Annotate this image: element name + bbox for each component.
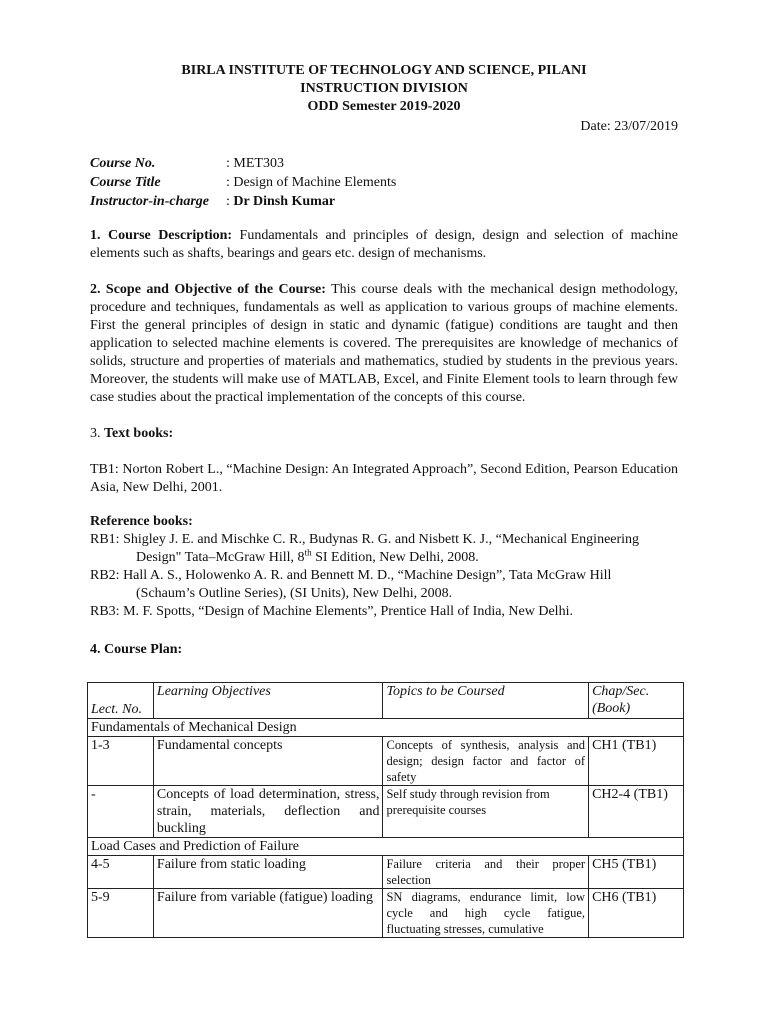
rb1-superscript: th [304,547,312,558]
row-lect: 5-9 [88,889,154,938]
header-chap [589,683,684,719]
rb1-line1: RB1: Shigley J. E. and Mischke C. R., Budynas R. G. and Nisbett K. J., “Mechanical Engineering [90,532,640,547]
header-lect: Lect. No. [88,683,154,719]
section-row [88,719,684,737]
table-row [88,889,684,938]
course-title-value: : Design of Machine Elements [226,175,397,190]
header-topics: Topics to be Coursed [383,683,589,719]
section-row [88,838,684,856]
institute-name: BIRLA INSTITUTE OF TECHNOLOGY AND SCIENCE, PILANI [181,63,587,78]
textbooks-number: 3. [90,426,104,441]
course-title-row [90,173,678,192]
instructor-label: Instructor-in-charge [90,194,210,209]
instructor-value-wrap [226,192,335,211]
rb2-line1: RB2: Hall A. S., Holowenko A. R. and Bennett M. D., “Machine Design”, Tata McGraw Hill [90,568,612,583]
textbooks-heading-line [90,425,678,443]
rb1-part-c: SI Edition, New Delhi, 2008. [311,550,479,565]
table-row [88,856,684,889]
course-no-label: Course No. [90,156,156,171]
row-objective: Fundamental concepts [153,737,383,786]
row-topics: Failure criteria and their proper selection [383,856,589,889]
row-chap: CH5 (TB1) [589,856,684,889]
row-objective: Failure from variable (fatigue) loading [153,889,383,938]
course-meta [90,154,678,211]
document-header [90,62,678,116]
rb1-line2 [90,549,678,567]
row-topics: Concepts of synthesis, analysis and design; design factor and factor of safety [383,737,589,786]
description-heading: 1. Course Description: [90,228,233,243]
row-chap: CH6 (TB1) [589,889,684,938]
instructor-colon: : [226,194,234,209]
table-row [88,737,684,786]
document-page [90,62,678,659]
row-chap: CH2-4 (TB1) [589,786,684,838]
section-fundamentals: Fundamentals of Mechanical Design [88,719,684,737]
scope-heading: 2. Scope and Objective of the Course: [90,282,326,297]
course-title-label: Course Title [90,175,161,190]
course-no-value: : MET303 [226,156,284,171]
reference-rb1 [90,531,678,567]
references-heading: Reference books: [90,514,193,529]
semester: ODD Semester 2019-2020 [307,99,461,114]
course-plan-heading: 4. Course Plan: [90,642,183,657]
header-chap-line1: Chap/Sec. [592,684,650,699]
reference-rb2 [90,567,678,603]
header-chap-line2: (Book) [592,701,631,716]
row-topics: Self study through revision from prerequisite courses [383,786,589,838]
rb1-part-b: Design" Tata–McGraw Hill, 8 [136,550,305,565]
row-lect: 4-5 [88,856,154,889]
row-chap: CH1 (TB1) [589,737,684,786]
section-load-cases: Load Cases and Prediction of Failure [88,838,684,856]
reference-rb3: RB3: M. F. Spotts, “Design of Machine Elements”, Prentice Hall of India, New Delhi. [90,604,573,619]
course-plan-table [87,682,684,938]
textbook-tb1: TB1: Norton Robert L., “Machine Design: An Integrated Approach”, Second Edition, Pearson Education Asia, New Delhi, 2001. [90,462,678,495]
table-row [88,786,684,838]
header-objectives: Learning Objectives [153,683,383,719]
row-objective: Concepts of load determination, stress, strain, materials, deflection and buckling [153,786,383,838]
rb2-line2: (Schaum’s Outline Series), (SI Units), New Delhi, 2008. [136,586,453,601]
instructor-name: Dr Dinsh Kumar [233,194,336,209]
reference-books [90,513,678,621]
row-objective: Failure from static loading [153,856,383,889]
instructor-row [90,192,678,211]
course-description [90,227,678,263]
table-header-row [88,683,684,719]
document-date: Date: 23/07/2019 [580,119,678,134]
row-topics: SN diagrams, endurance limit, low cycle and high cycle fatigue, fluctuating stresses, cumulative [383,889,589,938]
scope-objective [90,281,678,407]
row-lect: - [88,786,154,838]
division-name: INSTRUCTION DIVISION [300,81,468,96]
description-text: Fundamentals and principles of design, design and selection of machine elements such as shafts, bearings and gears etc. design of mechanisms. [90,228,678,261]
row-lect: 1-3 [88,737,154,786]
textbooks-heading: Text books: [104,426,174,441]
scope-text: This course deals with the mechanical design methodology, procedure and techniques, fundamentals as well as application to various groups of machine elements. First the general principles of design in static and dynamic (fatigue) conditions are taught and then application to selected machine elements is covered. The prerequisites are knowledge of mechanics of solids, structure and properties of materials and mathematics, studied by students in the previous years. Moreover, the students will make use of MATLAB, Excel, and Finite Element tools to learn through few case studies about the practical implementation of the concepts of this course. [90,282,678,405]
course-no-row [90,154,678,173]
